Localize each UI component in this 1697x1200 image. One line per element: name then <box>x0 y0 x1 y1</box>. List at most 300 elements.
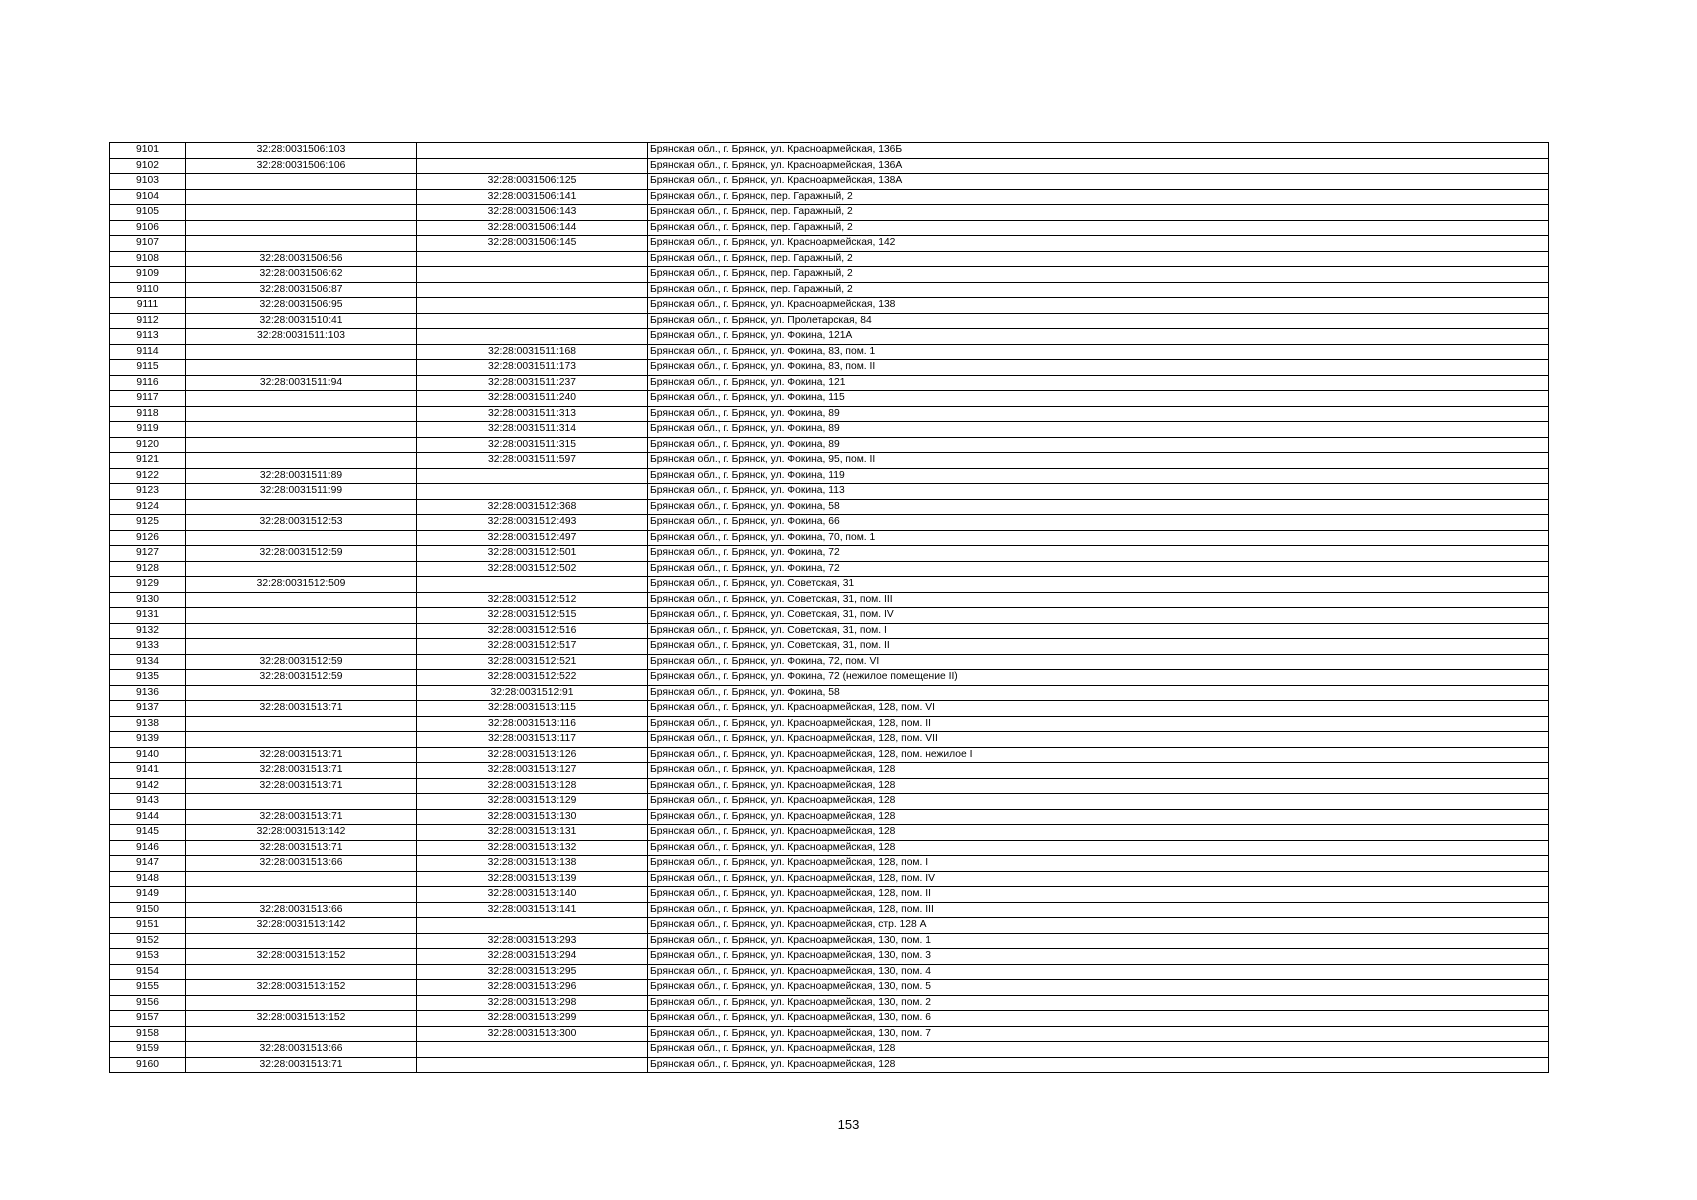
table-row <box>110 298 1549 314</box>
address-cell: Брянская обл., г. Брянск, ул. Красноармейская, 128 <box>648 809 1549 825</box>
parent-cadastral-number-cell: 32:28:0031512:59 <box>186 670 417 686</box>
cadastral-number-cell: 32:28:0031513:115 <box>417 701 648 717</box>
table-row <box>110 902 1549 918</box>
table-row <box>110 654 1549 670</box>
cadastral-number-cell: 32:28:0031506:145 <box>417 236 648 252</box>
cadastral-number-cell: 32:28:0031513:293 <box>417 933 648 949</box>
address-cell: Брянская обл., г. Брянск, ул. Красноармейская, 128, пом. VII <box>648 732 1549 748</box>
address-cell: Брянская обл., г. Брянск, ул. Фокина, 89 <box>648 422 1549 438</box>
row-number-cell: 9104 <box>110 189 186 205</box>
address-cell: Брянская обл., г. Брянск, ул. Красноармейская, стр. 128 А <box>648 918 1549 934</box>
parent-cadastral-number-cell <box>186 933 417 949</box>
cadastral-number-cell: 32:28:0031513:139 <box>417 871 648 887</box>
parent-cadastral-number-cell: 32:28:0031506:103 <box>186 143 417 159</box>
cadastral-number-cell: 32:28:0031513:131 <box>417 825 648 841</box>
parent-cadastral-number-cell <box>186 189 417 205</box>
table-row <box>110 453 1549 469</box>
row-number-cell: 9109 <box>110 267 186 283</box>
cadastral-number-cell: 32:28:0031511:313 <box>417 406 648 422</box>
parent-cadastral-number-cell <box>186 887 417 903</box>
parent-cadastral-number-cell: 32:28:0031510:41 <box>186 313 417 329</box>
address-cell: Брянская обл., г. Брянск, ул. Фокина, 113 <box>648 484 1549 500</box>
address-cell: Брянская обл., г. Брянск, ул. Фокина, 95, пом. II <box>648 453 1549 469</box>
row-number-cell: 9131 <box>110 608 186 624</box>
table-row <box>110 778 1549 794</box>
cadastral-number-cell: 32:28:0031513:117 <box>417 732 648 748</box>
row-number-cell: 9128 <box>110 561 186 577</box>
table-row <box>110 282 1549 298</box>
parent-cadastral-number-cell <box>186 437 417 453</box>
table-row <box>110 949 1549 965</box>
cadastral-number-cell: 32:28:0031513:298 <box>417 995 648 1011</box>
table-row <box>110 1026 1549 1042</box>
address-cell: Брянская обл., г. Брянск, ул. Фокина, 115 <box>648 391 1549 407</box>
address-cell: Брянская обл., г. Брянск, ул. Красноармейская, 128 <box>648 1057 1549 1073</box>
address-cell: Брянская обл., г. Брянск, ул. Красноармейская, 128 <box>648 825 1549 841</box>
parent-cadastral-number-cell <box>186 561 417 577</box>
row-number-cell: 9121 <box>110 453 186 469</box>
address-cell: Брянская обл., г. Брянск, ул. Красноармейская, 128, пом. нежилое I <box>648 747 1549 763</box>
cadastral-number-cell: 32:28:0031513:138 <box>417 856 648 872</box>
cadastral-number-cell: 32:28:0031512:512 <box>417 592 648 608</box>
table-row <box>110 809 1549 825</box>
row-number-cell: 9117 <box>110 391 186 407</box>
address-cell: Брянская обл., г. Брянск, ул. Фокина, 72 (нежилое помещение II) <box>648 670 1549 686</box>
row-number-cell: 9101 <box>110 143 186 159</box>
parent-cadastral-number-cell: 32:28:0031513:71 <box>186 747 417 763</box>
cadastral-number-cell: 32:28:0031513:132 <box>417 840 648 856</box>
table-row <box>110 623 1549 639</box>
table-row <box>110 561 1549 577</box>
row-number-cell: 9125 <box>110 515 186 531</box>
row-number-cell: 9116 <box>110 375 186 391</box>
row-number-cell: 9141 <box>110 763 186 779</box>
cadastral-number-cell: 32:28:0031513:296 <box>417 980 648 996</box>
registry-table-body <box>110 143 1549 1073</box>
address-cell: Брянская обл., г. Брянск, ул. Красноармейская, 130, пом. 1 <box>648 933 1549 949</box>
address-cell: Брянская обл., г. Брянск, ул. Красноармейская, 130, пом. 2 <box>648 995 1549 1011</box>
address-cell: Брянская обл., г. Брянск, ул. Красноармейская, 130, пом. 7 <box>648 1026 1549 1042</box>
row-number-cell: 9118 <box>110 406 186 422</box>
cadastral-number-cell <box>417 577 648 593</box>
row-number-cell: 9132 <box>110 623 186 639</box>
parent-cadastral-number-cell: 32:28:0031512:59 <box>186 654 417 670</box>
row-number-cell: 9105 <box>110 205 186 221</box>
parent-cadastral-number-cell: 32:28:0031511:103 <box>186 329 417 345</box>
address-cell: Брянская обл., г. Брянск, ул. Фокина, 72, пом. VI <box>648 654 1549 670</box>
cadastral-number-cell <box>417 313 648 329</box>
address-cell: Брянская обл., г. Брянск, ул. Красноармейская, 130, пом. 4 <box>648 964 1549 980</box>
row-number-cell: 9107 <box>110 236 186 252</box>
address-cell: Брянская обл., г. Брянск, пер. Гаражный, 2 <box>648 220 1549 236</box>
row-number-cell: 9134 <box>110 654 186 670</box>
parent-cadastral-number-cell: 32:28:0031512:53 <box>186 515 417 531</box>
cadastral-number-cell: 32:28:0031511:237 <box>417 375 648 391</box>
address-cell: Брянская обл., г. Брянск, ул. Красноармейская, 128, пом. II <box>648 716 1549 732</box>
cadastral-number-cell: 32:28:0031506:141 <box>417 189 648 205</box>
table-row <box>110 530 1549 546</box>
cadastral-number-cell: 32:28:0031513:127 <box>417 763 648 779</box>
row-number-cell: 9160 <box>110 1057 186 1073</box>
row-number-cell: 9113 <box>110 329 186 345</box>
table-row <box>110 825 1549 841</box>
cadastral-number-cell <box>417 158 648 174</box>
table-row <box>110 763 1549 779</box>
parent-cadastral-number-cell: 32:28:0031512:509 <box>186 577 417 593</box>
row-number-cell: 9114 <box>110 344 186 360</box>
address-cell: Брянская обл., г. Брянск, ул. Фокина, 72 <box>648 561 1549 577</box>
parent-cadastral-number-cell: 32:28:0031513:71 <box>186 809 417 825</box>
row-number-cell: 9154 <box>110 964 186 980</box>
table-row <box>110 375 1549 391</box>
address-cell: Брянская обл., г. Брянск, ул. Советская, 31, пом. I <box>648 623 1549 639</box>
parent-cadastral-number-cell: 32:28:0031513:71 <box>186 763 417 779</box>
row-number-cell: 9146 <box>110 840 186 856</box>
cadastral-number-cell <box>417 298 648 314</box>
parent-cadastral-number-cell: 32:28:0031506:62 <box>186 267 417 283</box>
page-number: 153 <box>837 1117 860 1132</box>
address-cell: Брянская обл., г. Брянск, ул. Советская, 31, пом. III <box>648 592 1549 608</box>
cadastral-number-cell: 32:28:0031506:125 <box>417 174 648 190</box>
cadastral-number-cell: 32:28:0031511:173 <box>417 360 648 376</box>
parent-cadastral-number-cell <box>186 871 417 887</box>
table-row <box>110 1057 1549 1073</box>
row-number-cell: 9122 <box>110 468 186 484</box>
table-row <box>110 515 1549 531</box>
table-row <box>110 670 1549 686</box>
address-cell: Брянская обл., г. Брянск, ул. Фокина, 58 <box>648 685 1549 701</box>
table-row <box>110 205 1549 221</box>
parent-cadastral-number-cell <box>186 685 417 701</box>
row-number-cell: 9140 <box>110 747 186 763</box>
table-row <box>110 236 1549 252</box>
table-row <box>110 732 1549 748</box>
row-number-cell: 9126 <box>110 530 186 546</box>
parent-cadastral-number-cell <box>186 964 417 980</box>
row-number-cell: 9159 <box>110 1042 186 1058</box>
row-number-cell: 9135 <box>110 670 186 686</box>
row-number-cell: 9102 <box>110 158 186 174</box>
cadastral-number-cell: 32:28:0031513:295 <box>417 964 648 980</box>
address-cell: Брянская обл., г. Брянск, ул. Красноармейская, 128 <box>648 1042 1549 1058</box>
cadastral-number-cell: 32:28:0031511:597 <box>417 453 648 469</box>
parent-cadastral-number-cell <box>186 453 417 469</box>
cadastral-number-cell: 32:28:0031511:168 <box>417 344 648 360</box>
parent-cadastral-number-cell <box>186 344 417 360</box>
cadastral-number-cell: 32:28:0031513:129 <box>417 794 648 810</box>
table-row <box>110 980 1549 996</box>
cadastral-number-cell: 32:28:0031512:521 <box>417 654 648 670</box>
table-row <box>110 484 1549 500</box>
address-cell: Брянская обл., г. Брянск, пер. Гаражный, 2 <box>648 205 1549 221</box>
address-cell: Брянская обл., г. Брянск, ул. Красноармейская, 128 <box>648 763 1549 779</box>
cadastral-number-cell <box>417 1042 648 1058</box>
table-row <box>110 716 1549 732</box>
address-cell: Брянская обл., г. Брянск, ул. Красноармейская, 128 <box>648 794 1549 810</box>
table-row <box>110 577 1549 593</box>
parent-cadastral-number-cell <box>186 236 417 252</box>
address-cell: Брянская обл., г. Брянск, ул. Красноармейская, 128, пом. I <box>648 856 1549 872</box>
table-row <box>110 422 1549 438</box>
address-cell: Брянская обл., г. Брянск, ул. Красноармейская, 128, пом. II <box>648 887 1549 903</box>
cadastral-number-cell <box>417 484 648 500</box>
cadastral-number-cell: 32:28:0031512:516 <box>417 623 648 639</box>
row-number-cell: 9110 <box>110 282 186 298</box>
row-number-cell: 9106 <box>110 220 186 236</box>
row-number-cell: 9148 <box>110 871 186 887</box>
row-number-cell: 9157 <box>110 1011 186 1027</box>
cadastral-number-cell: 32:28:0031512:493 <box>417 515 648 531</box>
table-row <box>110 499 1549 515</box>
table-row <box>110 546 1549 562</box>
address-cell: Брянская обл., г. Брянск, ул. Советская, 31, пом. IV <box>648 608 1549 624</box>
row-number-cell: 9144 <box>110 809 186 825</box>
parent-cadastral-number-cell <box>186 205 417 221</box>
table-row <box>110 747 1549 763</box>
table-row <box>110 220 1549 236</box>
parent-cadastral-number-cell: 32:28:0031513:71 <box>186 840 417 856</box>
parent-cadastral-number-cell <box>186 391 417 407</box>
address-cell: Брянская обл., г. Брянск, ул. Красноармейская, 138 <box>648 298 1549 314</box>
table-row <box>110 391 1549 407</box>
parent-cadastral-number-cell: 32:28:0031506:87 <box>186 282 417 298</box>
address-cell: Брянская обл., г. Брянск, ул. Красноармейская, 128 <box>648 840 1549 856</box>
table-row <box>110 329 1549 345</box>
parent-cadastral-number-cell: 32:28:0031513:66 <box>186 856 417 872</box>
row-number-cell: 9156 <box>110 995 186 1011</box>
address-cell: Брянская обл., г. Брянск, пер. Гаражный, 2 <box>648 189 1549 205</box>
address-cell: Брянская обл., г. Брянск, пер. Гаражный, 2 <box>648 251 1549 267</box>
parent-cadastral-number-cell: 32:28:0031513:142 <box>186 918 417 934</box>
parent-cadastral-number-cell <box>186 716 417 732</box>
row-number-cell: 9111 <box>110 298 186 314</box>
address-cell: Брянская обл., г. Брянск, ул. Фокина, 89 <box>648 437 1549 453</box>
row-number-cell: 9103 <box>110 174 186 190</box>
cadastral-number-cell: 32:28:0031512:91 <box>417 685 648 701</box>
parent-cadastral-number-cell <box>186 530 417 546</box>
row-number-cell: 9119 <box>110 422 186 438</box>
row-number-cell: 9149 <box>110 887 186 903</box>
parent-cadastral-number-cell: 32:28:0031511:89 <box>186 468 417 484</box>
row-number-cell: 9155 <box>110 980 186 996</box>
row-number-cell: 9124 <box>110 499 186 515</box>
table-row <box>110 143 1549 159</box>
cadastral-number-cell <box>417 143 648 159</box>
row-number-cell: 9150 <box>110 902 186 918</box>
parent-cadastral-number-cell: 32:28:0031513:71 <box>186 701 417 717</box>
table-row <box>110 871 1549 887</box>
row-number-cell: 9143 <box>110 794 186 810</box>
table-row <box>110 360 1549 376</box>
table-row <box>110 1042 1549 1058</box>
parent-cadastral-number-cell: 32:28:0031513:152 <box>186 949 417 965</box>
parent-cadastral-number-cell: 32:28:0031513:71 <box>186 778 417 794</box>
cadastral-number-cell: 32:28:0031512:497 <box>417 530 648 546</box>
row-number-cell: 9120 <box>110 437 186 453</box>
cadastral-number-cell: 32:28:0031512:368 <box>417 499 648 515</box>
row-number-cell: 9108 <box>110 251 186 267</box>
parent-cadastral-number-cell <box>186 220 417 236</box>
cadastral-number-cell <box>417 918 648 934</box>
cadastral-number-cell <box>417 468 648 484</box>
parent-cadastral-number-cell <box>186 732 417 748</box>
table-row <box>110 592 1549 608</box>
address-cell: Брянская обл., г. Брянск, ул. Фокина, 119 <box>648 468 1549 484</box>
address-cell: Брянская обл., г. Брянск, ул. Красноармейская, 136Б <box>648 143 1549 159</box>
cadastral-number-cell: 32:28:0031506:144 <box>417 220 648 236</box>
table-row <box>110 344 1549 360</box>
table-row <box>110 701 1549 717</box>
parent-cadastral-number-cell: 32:28:0031513:152 <box>186 980 417 996</box>
table-row <box>110 189 1549 205</box>
row-number-cell: 9112 <box>110 313 186 329</box>
table-row <box>110 964 1549 980</box>
address-cell: Брянская обл., г. Брянск, ул. Фокина, 72 <box>648 546 1549 562</box>
address-cell: Брянская обл., г. Брянск, ул. Красноармейская, 128 <box>648 778 1549 794</box>
table-row <box>110 887 1549 903</box>
cadastral-number-cell: 32:28:0031513:128 <box>417 778 648 794</box>
parent-cadastral-number-cell <box>186 608 417 624</box>
row-number-cell: 9133 <box>110 639 186 655</box>
row-number-cell: 9130 <box>110 592 186 608</box>
row-number-cell: 9158 <box>110 1026 186 1042</box>
parent-cadastral-number-cell: 32:28:0031511:99 <box>186 484 417 500</box>
cadastral-number-cell <box>417 251 648 267</box>
parent-cadastral-number-cell <box>186 639 417 655</box>
row-number-cell: 9129 <box>110 577 186 593</box>
address-cell: Брянская обл., г. Брянск, ул. Красноармейская, 130, пом. 3 <box>648 949 1549 965</box>
address-cell: Брянская обл., г. Брянск, ул. Фокина, 58 <box>648 499 1549 515</box>
address-cell: Брянская обл., г. Брянск, ул. Фокина, 121 <box>648 375 1549 391</box>
property-registry-table <box>109 142 1549 1073</box>
cadastral-number-cell: 32:28:0031513:299 <box>417 1011 648 1027</box>
table-row <box>110 406 1549 422</box>
row-number-cell: 9153 <box>110 949 186 965</box>
parent-cadastral-number-cell <box>186 995 417 1011</box>
parent-cadastral-number-cell <box>186 499 417 515</box>
address-cell: Брянская обл., г. Брянск, пер. Гаражный, 2 <box>648 267 1549 283</box>
address-cell: Брянская обл., г. Брянск, ул. Фокина, 89 <box>648 406 1549 422</box>
table-row <box>110 468 1549 484</box>
row-number-cell: 9123 <box>110 484 186 500</box>
address-cell: Брянская обл., г. Брянск, ул. Фокина, 121А <box>648 329 1549 345</box>
cadastral-number-cell: 32:28:0031513:116 <box>417 716 648 732</box>
row-number-cell: 9127 <box>110 546 186 562</box>
cadastral-number-cell <box>417 282 648 298</box>
cadastral-number-cell: 32:28:0031512:515 <box>417 608 648 624</box>
parent-cadastral-number-cell <box>186 592 417 608</box>
parent-cadastral-number-cell <box>186 1026 417 1042</box>
row-number-cell: 9142 <box>110 778 186 794</box>
cadastral-number-cell: 32:28:0031511:315 <box>417 437 648 453</box>
row-number-cell: 9152 <box>110 933 186 949</box>
address-cell: Брянская обл., г. Брянск, ул. Красноармейская, 130, пом. 5 <box>648 980 1549 996</box>
parent-cadastral-number-cell: 32:28:0031513:71 <box>186 1057 417 1073</box>
table-row <box>110 313 1549 329</box>
cadastral-number-cell: 32:28:0031513:141 <box>417 902 648 918</box>
table-row <box>110 251 1549 267</box>
parent-cadastral-number-cell: 32:28:0031511:94 <box>186 375 417 391</box>
row-number-cell: 9115 <box>110 360 186 376</box>
table-row <box>110 856 1549 872</box>
address-cell: Брянская обл., г. Брянск, ул. Советская, 31 <box>648 577 1549 593</box>
parent-cadastral-number-cell: 32:28:0031513:66 <box>186 1042 417 1058</box>
address-cell: Брянская обл., г. Брянск, ул. Красноармейская, 130, пом. 6 <box>648 1011 1549 1027</box>
parent-cadastral-number-cell: 32:28:0031513:152 <box>186 1011 417 1027</box>
parent-cadastral-number-cell: 32:28:0031512:59 <box>186 546 417 562</box>
address-cell: Брянская обл., г. Брянск, ул. Советская, 31, пом. II <box>648 639 1549 655</box>
table-row <box>110 639 1549 655</box>
parent-cadastral-number-cell <box>186 422 417 438</box>
cadastral-number-cell: 32:28:0031512:501 <box>417 546 648 562</box>
table-row <box>110 1011 1549 1027</box>
table-row <box>110 995 1549 1011</box>
table-row <box>110 608 1549 624</box>
table-row <box>110 437 1549 453</box>
address-cell: Брянская обл., г. Брянск, ул. Фокина, 83, пом. 1 <box>648 344 1549 360</box>
cadastral-number-cell: 32:28:0031513:300 <box>417 1026 648 1042</box>
parent-cadastral-number-cell <box>186 623 417 639</box>
parent-cadastral-number-cell <box>186 406 417 422</box>
row-number-cell: 9147 <box>110 856 186 872</box>
table-row <box>110 174 1549 190</box>
cadastral-number-cell: 32:28:0031512:522 <box>417 670 648 686</box>
cadastral-number-cell: 32:28:0031511:240 <box>417 391 648 407</box>
parent-cadastral-number-cell: 32:28:0031513:66 <box>186 902 417 918</box>
parent-cadastral-number-cell <box>186 174 417 190</box>
address-cell: Брянская обл., г. Брянск, ул. Красноармейская, 136А <box>648 158 1549 174</box>
address-cell: Брянская обл., г. Брянск, ул. Фокина, 70, пом. 1 <box>648 530 1549 546</box>
cadastral-number-cell: 32:28:0031513:140 <box>417 887 648 903</box>
table-row <box>110 158 1549 174</box>
cadastral-number-cell: 32:28:0031506:143 <box>417 205 648 221</box>
cadastral-number-cell <box>417 329 648 345</box>
cadastral-number-cell: 32:28:0031513:126 <box>417 747 648 763</box>
cadastral-number-cell: 32:28:0031513:130 <box>417 809 648 825</box>
address-cell: Брянская обл., г. Брянск, ул. Красноармейская, 128, пом. IV <box>648 871 1549 887</box>
address-cell: Брянская обл., г. Брянск, ул. Красноармейская, 128, пом. VI <box>648 701 1549 717</box>
address-cell: Брянская обл., г. Брянск, пер. Гаражный, 2 <box>648 282 1549 298</box>
address-cell: Брянская обл., г. Брянск, ул. Фокина, 83, пом. II <box>648 360 1549 376</box>
address-cell: Брянская обл., г. Брянск, ул. Фокина, 66 <box>648 515 1549 531</box>
parent-cadastral-number-cell: 32:28:0031506:56 <box>186 251 417 267</box>
table-row <box>110 794 1549 810</box>
row-number-cell: 9138 <box>110 716 186 732</box>
table-row <box>110 267 1549 283</box>
parent-cadastral-number-cell <box>186 360 417 376</box>
address-cell: Брянская обл., г. Брянск, ул. Пролетарская, 84 <box>648 313 1549 329</box>
address-cell: Брянская обл., г. Брянск, ул. Красноармейская, 128, пом. III <box>648 902 1549 918</box>
cadastral-number-cell: 32:28:0031513:294 <box>417 949 648 965</box>
row-number-cell: 9139 <box>110 732 186 748</box>
address-cell: Брянская обл., г. Брянск, ул. Красноармейская, 142 <box>648 236 1549 252</box>
cadastral-number-cell: 32:28:0031512:502 <box>417 561 648 577</box>
parent-cadastral-number-cell: 32:28:0031506:106 <box>186 158 417 174</box>
parent-cadastral-number-cell <box>186 794 417 810</box>
row-number-cell: 9136 <box>110 685 186 701</box>
cadastral-number-cell <box>417 267 648 283</box>
table-row <box>110 918 1549 934</box>
table-row <box>110 933 1549 949</box>
row-number-cell: 9145 <box>110 825 186 841</box>
cadastral-number-cell <box>417 1057 648 1073</box>
row-number-cell: 9137 <box>110 701 186 717</box>
address-cell: Брянская обл., г. Брянск, ул. Красноармейская, 138А <box>648 174 1549 190</box>
cadastral-number-cell: 32:28:0031512:517 <box>417 639 648 655</box>
parent-cadastral-number-cell: 32:28:0031506:95 <box>186 298 417 314</box>
table-row <box>110 685 1549 701</box>
table-row <box>110 840 1549 856</box>
